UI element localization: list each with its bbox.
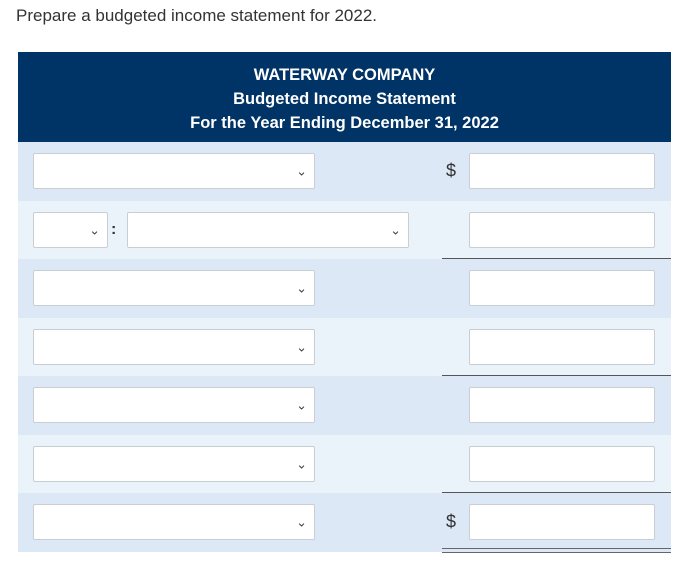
chevron-down-icon: ⌄ bbox=[296, 280, 307, 296]
statement-period: For the Year Ending December 31, 2022 bbox=[190, 114, 499, 132]
instruction-text: Prepare a budgeted income statement for 2022. bbox=[16, 6, 378, 25]
statement-title: Budgeted Income Statement bbox=[233, 90, 456, 108]
account-select-2[interactable] bbox=[127, 212, 409, 248]
dollar-sign: $ bbox=[446, 160, 457, 181]
statement-row-5 bbox=[18, 376, 671, 435]
account-select-3[interactable] bbox=[33, 270, 315, 306]
statement-row-6 bbox=[18, 435, 671, 494]
chevron-down-icon: ⌄ bbox=[296, 456, 307, 471]
total-double-underline bbox=[442, 548, 671, 553]
statement-row-4 bbox=[18, 318, 671, 377]
account-select-7[interactable] bbox=[33, 504, 315, 540]
chevron-down-icon: ⌄ bbox=[296, 163, 307, 179]
statement-row-1 bbox=[18, 142, 671, 201]
income-statement-form bbox=[18, 52, 671, 552]
chevron-down-icon: ⌄ bbox=[296, 397, 307, 413]
amount-input-5[interactable] bbox=[469, 387, 655, 423]
chevron-down-icon: ⌄ bbox=[296, 339, 307, 354]
dollar-sign: $ bbox=[446, 511, 457, 532]
label-prefix-select[interactable] bbox=[33, 212, 108, 248]
chevron-down-icon: ⌄ bbox=[390, 222, 401, 237]
amount-input-6[interactable] bbox=[469, 446, 655, 482]
amount-input-3[interactable] bbox=[469, 270, 655, 306]
account-select-6[interactable] bbox=[33, 446, 315, 482]
account-select-4[interactable] bbox=[33, 329, 315, 365]
chevron-down-icon: ⌄ bbox=[296, 514, 307, 530]
statement-row-3 bbox=[18, 259, 671, 318]
statement-header bbox=[18, 52, 671, 142]
colon-separator: : bbox=[111, 220, 117, 238]
statement-row-7 bbox=[18, 493, 671, 552]
company-name: WATERWAY COMPANY bbox=[253, 66, 436, 84]
amount-input-1[interactable] bbox=[469, 153, 655, 189]
amount-input-4[interactable] bbox=[469, 329, 655, 365]
amount-input-7[interactable] bbox=[469, 504, 655, 540]
account-select-1[interactable] bbox=[33, 153, 315, 189]
statement-row-2 bbox=[18, 201, 671, 260]
amount-input-2[interactable] bbox=[469, 212, 655, 248]
chevron-down-icon: ⌄ bbox=[89, 222, 100, 237]
account-select-5[interactable] bbox=[33, 387, 315, 423]
